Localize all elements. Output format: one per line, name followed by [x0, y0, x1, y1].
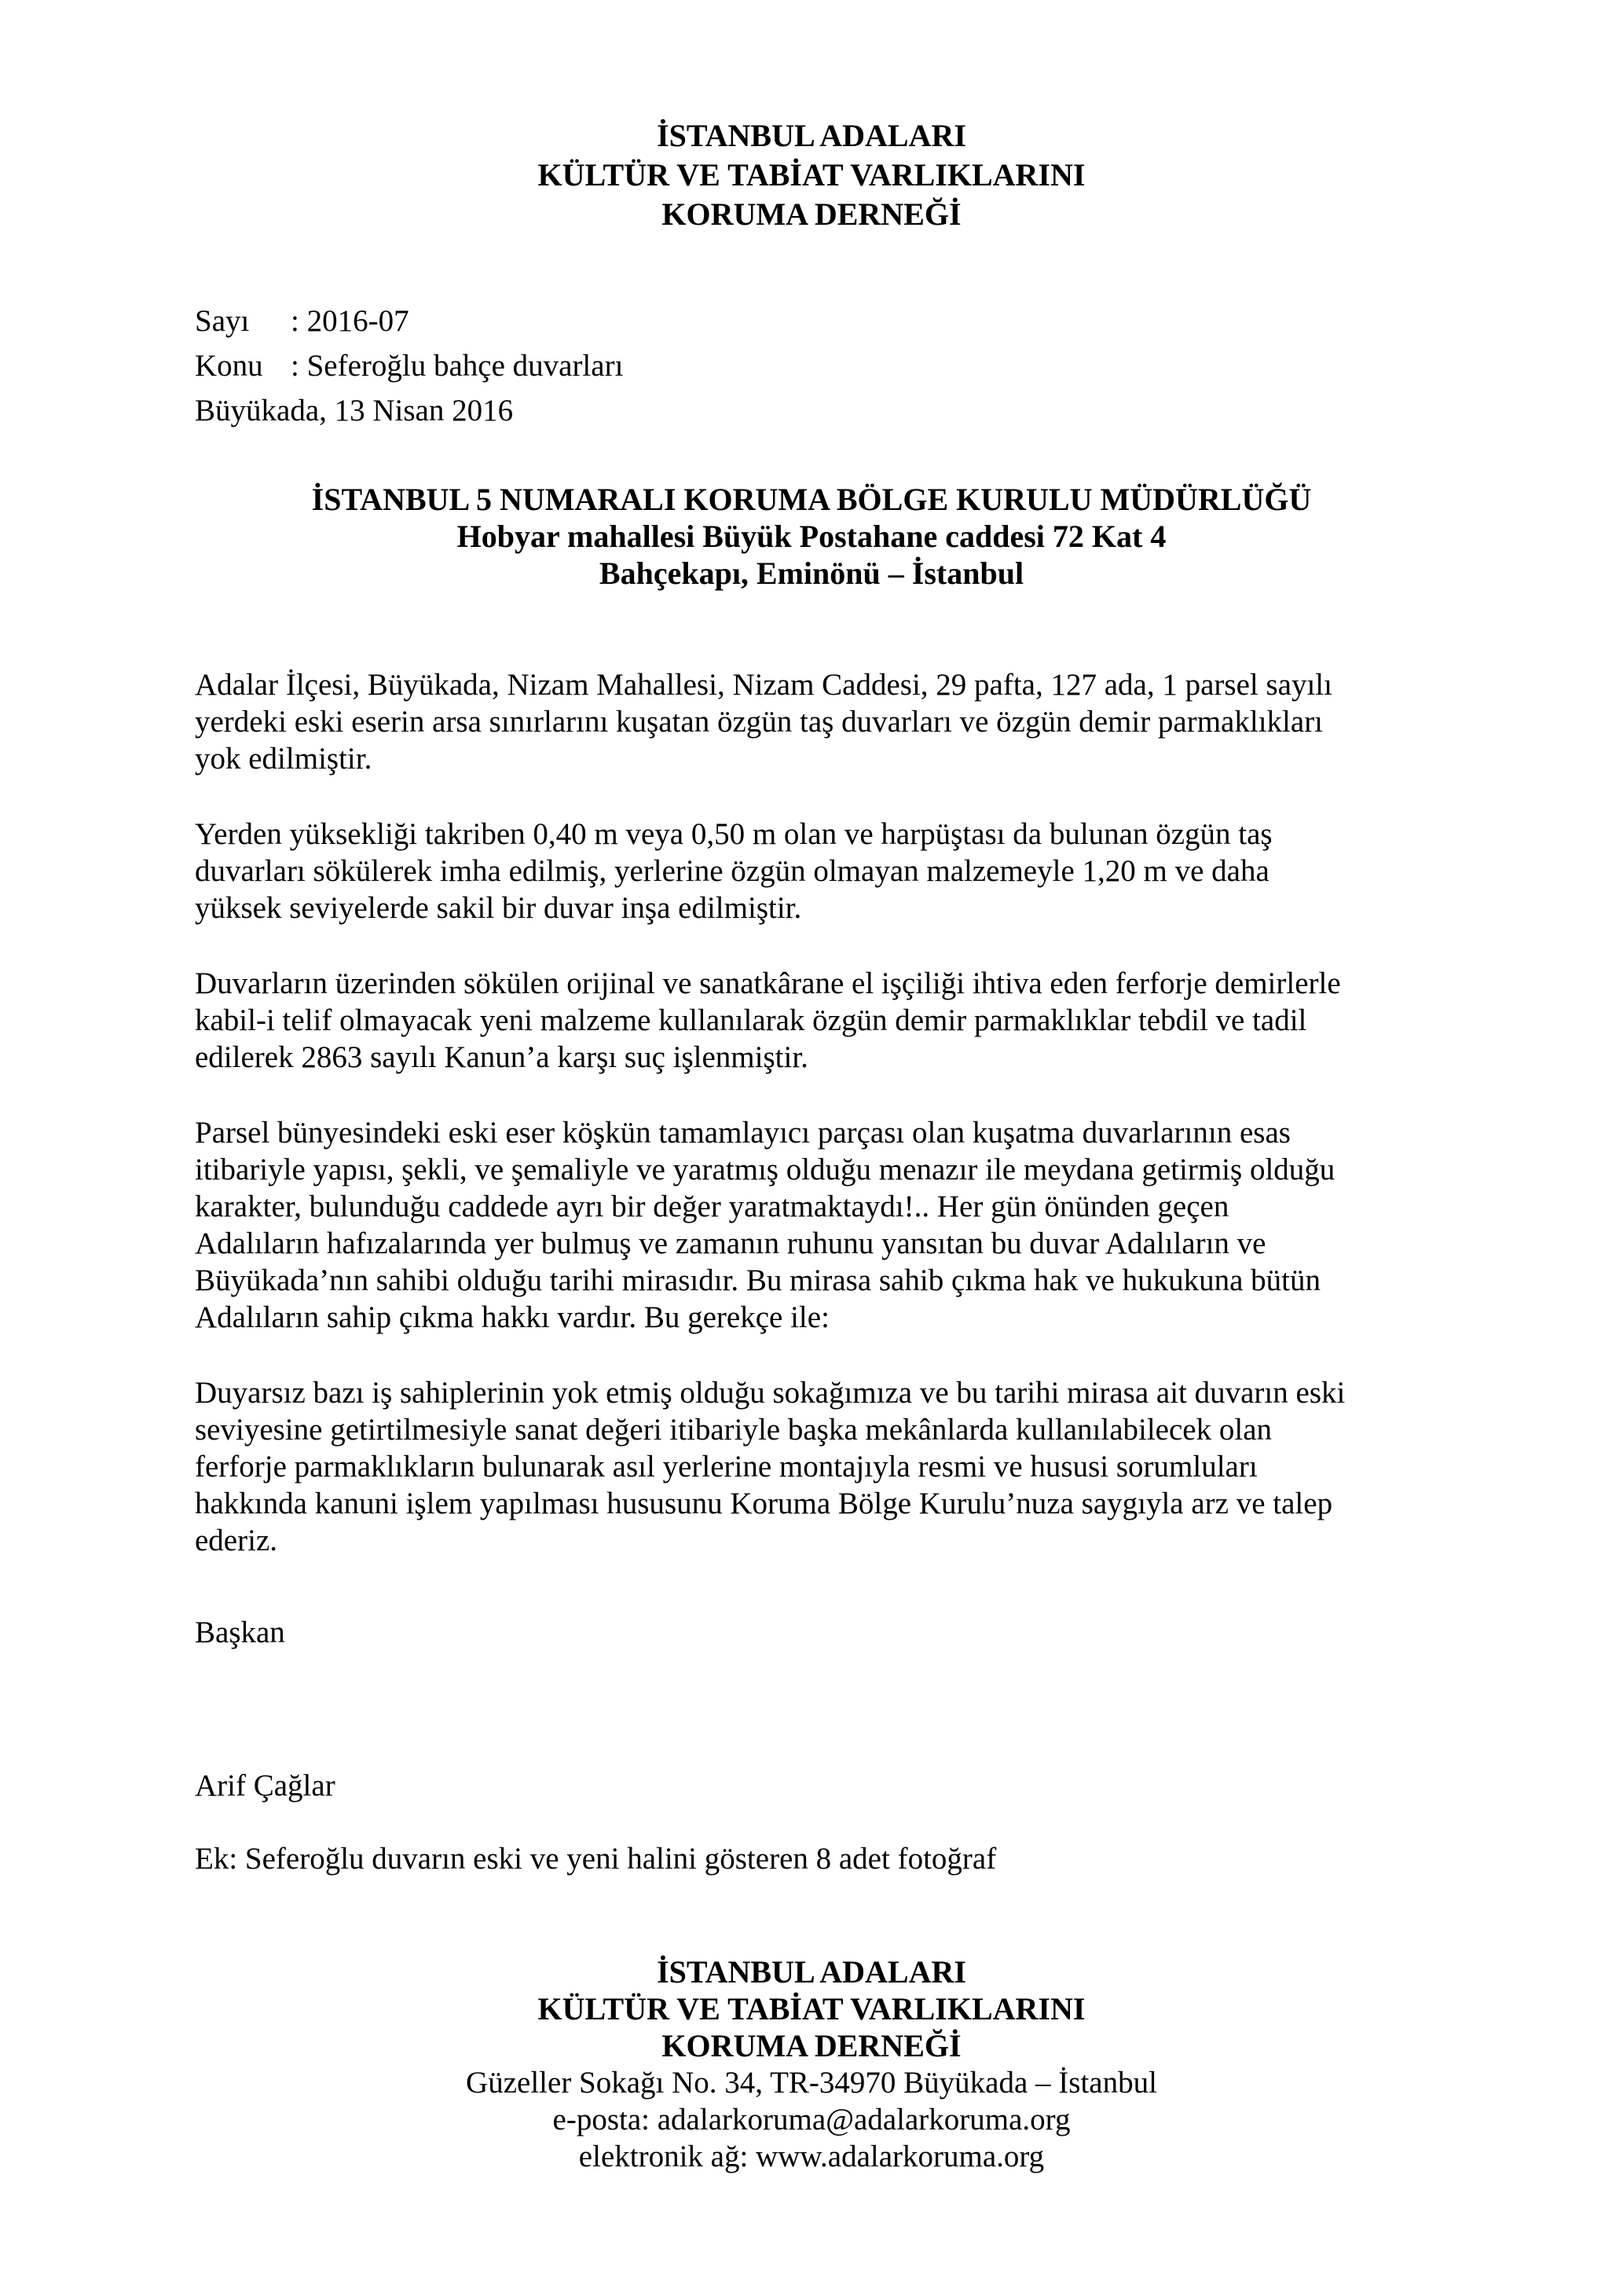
signature-name: Arif Çağlar [195, 1769, 335, 1803]
footer-line-3: KORUMA DERNEĞİ [661, 2028, 962, 2063]
footer [0, 1953, 1623, 2175]
letterhead-line-3: KORUMA DERNEĞİ [661, 196, 962, 232]
paragraph-line: duvarları sökülerek imha edilmiş, yerlerine özgün olmayan malzemeyle 1,20 m ve daha [195, 854, 1269, 888]
paragraph-line: edilerek 2863 sayılı Kanun’a karşı suç işlenmiştir. [195, 1040, 808, 1074]
subject-label: Konu [195, 349, 263, 383]
paragraph-line: itibariyle yapısı, şekli, ve şemaliyle ve yaratmış olduğu menazır ile meydana getirmiş olduğu [195, 1153, 1335, 1187]
addressee-line-2: Hobyar mahallesi Büyük Postahane caddesi 72 Kat 4 [456, 519, 1167, 554]
addressee-line-3: Bahçekapı, Eminönü – İstanbul [599, 556, 1024, 591]
paragraph-line: yerdeki eski eserin arsa sınırlarını kuşatan özgün taş duvarları ve özgün demir parmaklıkları [195, 705, 1324, 739]
reference-value: : 2016-07 [291, 304, 409, 338]
paragraph-3 [195, 965, 1452, 1076]
signature-title: Başkan [195, 1616, 285, 1649]
letterhead-line-1: İSTANBUL ADALARI [657, 118, 966, 153]
letterhead [0, 116, 1623, 234]
paragraph-5 [195, 1374, 1452, 1559]
subject-value: : Seferoğlu bahçe duvarları [291, 349, 624, 383]
subject [195, 343, 623, 388]
addressee [0, 481, 1623, 592]
paragraph-line: kabil-i telif olmayacak yeni malzeme kullanılarak özgün demir parmaklıklar tebdil ve tadil [195, 1003, 1307, 1037]
reference-label: Sayı [195, 304, 250, 338]
footer-line-1: İSTANBUL ADALARI [657, 1954, 966, 1990]
attachment-note: Ek: Seferoğlu duvarın eski ve yeni halini gösteren 8 adet fotoğraf [195, 1842, 997, 1876]
paragraph-line: yüksek seviyelerde sakil bir duvar inşa edilmiştir. [195, 891, 802, 925]
paragraph-line: Büyükada’nın sahibi olduğu tarihi mirasıdır. Bu mirasa sahib çıkma hak ve hukukuna bütün [195, 1264, 1321, 1297]
paragraph-4 [195, 1114, 1452, 1336]
place-date: Büyükada, 13 Nisan 2016 [195, 394, 514, 427]
paragraph-line: Duyarsız bazı iş sahiplerinin yok etmiş olduğu sokağımıza ve bu tarihi mirasa ait duvarın eski [195, 1376, 1346, 1410]
paragraph-line: Adalar İlçesi, Büyükada, Nizam Mahallesi, Nizam Caddesi, 29 pafta, 127 ada, 1 parsel sayılı [195, 668, 1332, 702]
paragraph-line: ederiz. [195, 1524, 278, 1557]
paragraph-line: hakkında kanuni işlem yapılması hususunu Koruma Bölge Kurulu’nuza saygıyla arz ve talep [195, 1487, 1333, 1520]
letter-meta [195, 299, 623, 433]
paragraph-line: Adalıların sahip çıkma hakkı vardır. Bu gerekçe ile: [195, 1300, 830, 1334]
addressee-line-1: İSTANBUL 5 NUMARALI KORUMA BÖLGE KURULU MÜDÜRLÜĞÜ [311, 482, 1312, 517]
paragraph-2 [195, 816, 1452, 926]
paragraph-1 [195, 666, 1452, 777]
paragraph-line: karakter, bulunduğu caddede ayrı bir değer yaratmaktaydı!.. Her gün önünden geçen [195, 1190, 1229, 1223]
paragraph-line: seviyesine getirtilmesiyle sanat değeri itibariyle başka mekânlarda kullanılabilecek olan [195, 1413, 1272, 1447]
paragraph-line: yok edilmiştir. [195, 742, 372, 776]
footer-website: elektronik ağ: www.adalarkoruma.org [578, 2140, 1045, 2173]
paragraph-line: Parsel bünyesindeki eski eser köşkün tamamlayıcı parçası olan kuşatma duvarlarının esas [195, 1116, 1291, 1150]
letter-body [195, 666, 1452, 1597]
paragraph-line: ferforje parmaklıkların bulunarak asıl yerlerine montajıyla resmi ve hususi sorumluları [195, 1450, 1258, 1484]
paragraph-line: Yerden yüksekliği takriben 0,40 m veya 0,50 m olan ve harpüştası da bulunan özgün taş [195, 817, 1273, 851]
footer-address: Güzeller Sokağı No. 34, TR-34970 Büyükada – İstanbul [466, 2066, 1157, 2100]
letterhead-line-2: KÜLTÜR VE TABİAT VARLIKLARINI [537, 157, 1086, 193]
footer-email: e-posta: adalarkoruma@adalarkoruma.org [552, 2103, 1071, 2136]
paragraph-line: Duvarların üzerinden sökülen orijinal ve sanatkârane el işçiliği ihtiva eden ferforje demirlerle [195, 966, 1341, 1000]
footer-line-2: KÜLTÜR VE TABİAT VARLIKLARINI [537, 1991, 1086, 2026]
paragraph-line: Adalıların hafızalarında yer bulmuş ve zamanın ruhunu yansıtan bu duvar Adalıların ve [195, 1227, 1266, 1260]
reference-number [195, 299, 623, 343]
